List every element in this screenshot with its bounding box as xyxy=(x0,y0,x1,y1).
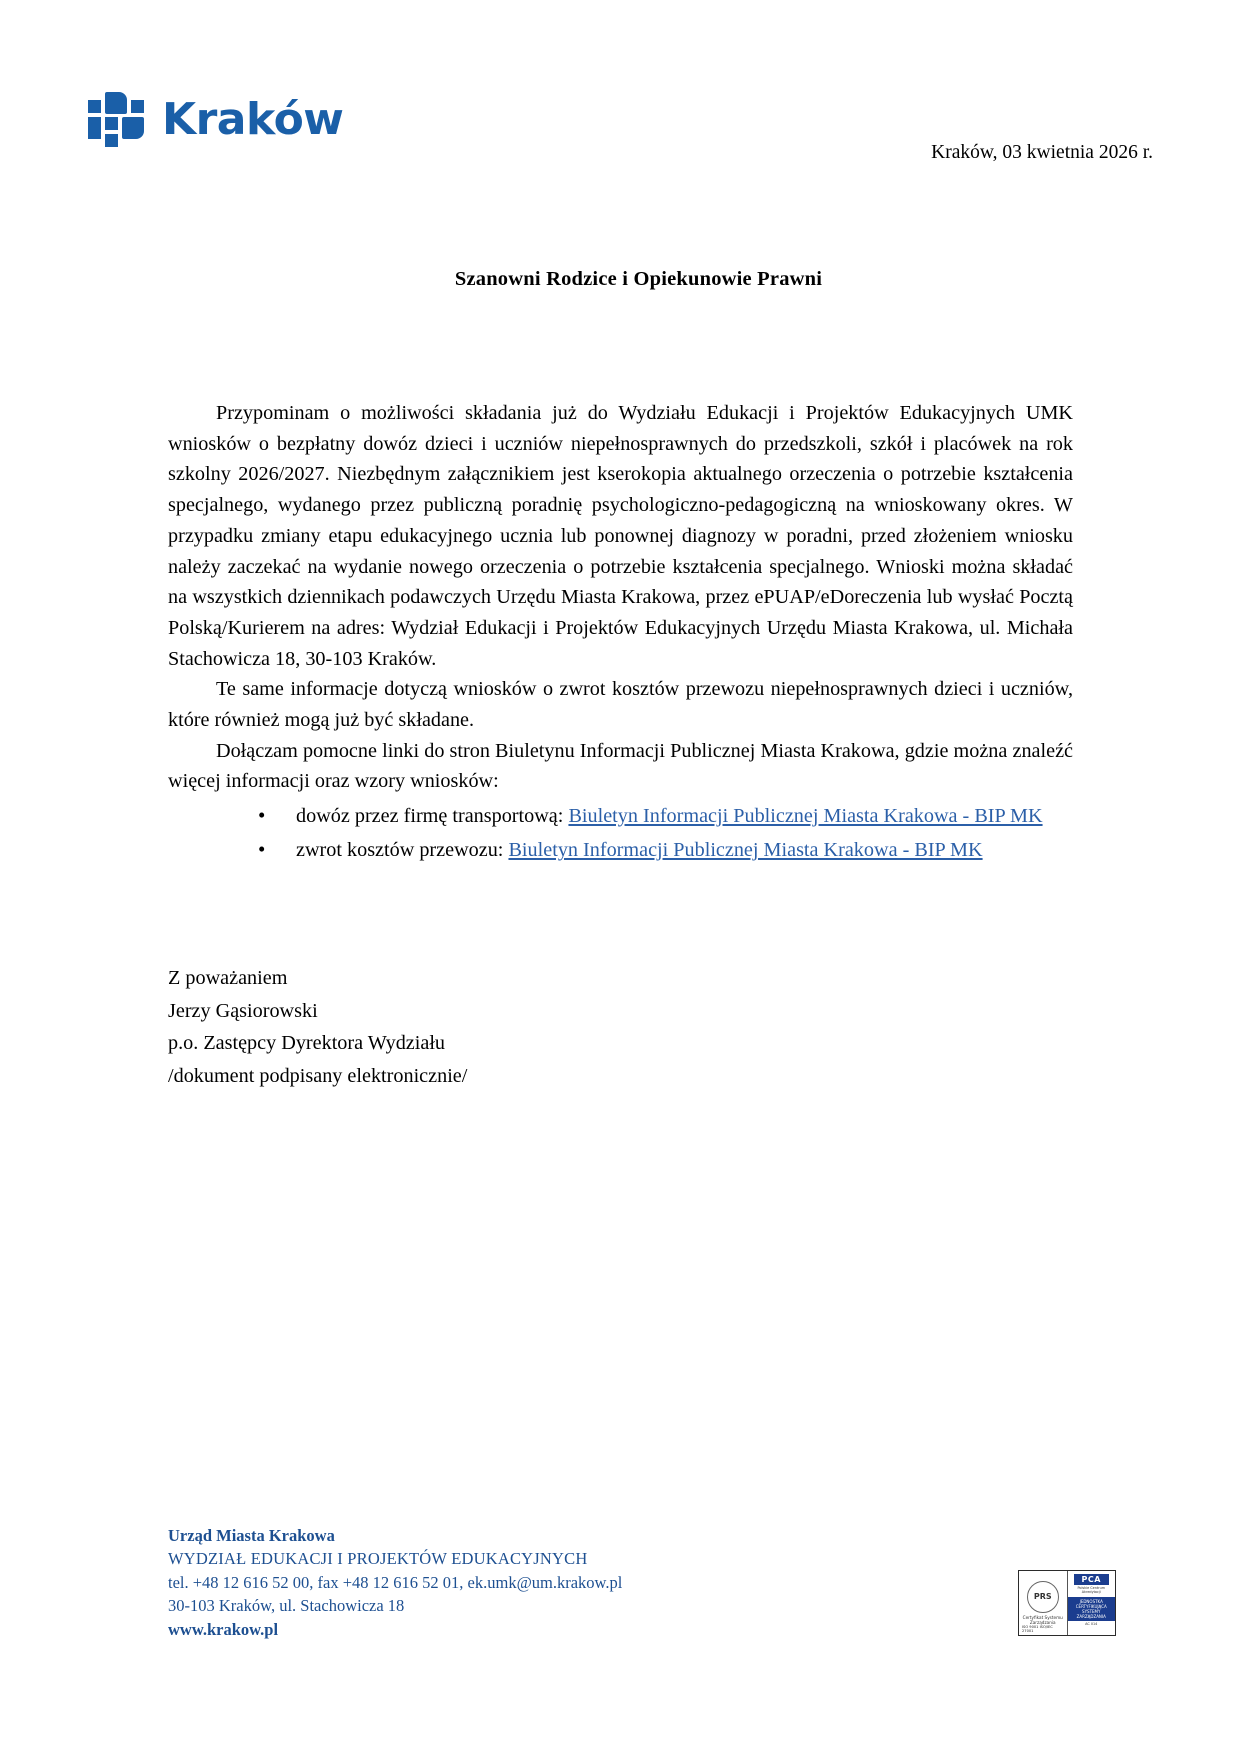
certificate-iso-codes xyxy=(1019,1625,1067,1633)
list-item xyxy=(168,801,1073,831)
iso-left-code: ISO 9001 ISO/IEC 27001 xyxy=(1022,1625,1053,1633)
pca-blue-label: JEDNOSTKA CERTYFIKUJĄCA SYSTEMY ZARZĄDZANIA xyxy=(1068,1597,1116,1621)
list-item xyxy=(168,835,1073,865)
certificate-seal xyxy=(1019,1571,1068,1635)
footer-website: www.krakow.pl xyxy=(168,1619,279,1639)
paragraph-3: Dołączam pomocne linki do stron Biuletynu Informacji Publicznej Miasta Krakowa, gdzie można znaleźć więcej informacji oraz wzory wniosków: xyxy=(168,739,1073,793)
signature-position: p.o. Zastępcy Dyrektora Wydziału xyxy=(168,1032,446,1055)
footer-department: WYDZIAŁ EDUKACJI I PROJEKTÓW EDUKACYJNYCH xyxy=(168,1549,588,1569)
links-list xyxy=(168,801,1073,866)
krakow-city-logo-icon xyxy=(88,92,144,148)
link-prefix-2: zwrot kosztów przewozu: xyxy=(296,839,509,862)
footer-address: 30-103 Kraków, ul. Stachowicza 18 xyxy=(168,1596,405,1616)
prs-seal-icon: PRS xyxy=(1027,1581,1059,1613)
certificate-pca xyxy=(1068,1571,1116,1635)
certificate-badge xyxy=(1018,1570,1116,1636)
signature-note: /dokument podpisany elektronicznie/ xyxy=(168,1065,468,1088)
link-prefix-1: dowóz przez firmę transportową: xyxy=(296,805,569,828)
salutation: Szanowni Rodzice i Opiekunowie Prawni xyxy=(454,268,823,290)
paragraph-2: Te same informacje dotyczą wniosków o zwrot kosztów przewozu niepełnosprawnych dzieci i uczniów, które również mogą już być składane. xyxy=(168,678,1073,732)
footer-contact: tel. +48 12 616 52 00, fax +48 12 616 52 01, ek.umk@um.krakow.pl xyxy=(168,1572,623,1592)
signature-name: Jerzy Gąsiorowski xyxy=(168,999,318,1022)
pca-label: PCA xyxy=(1074,1574,1109,1585)
footer-office: Urząd Miasta Krakowa xyxy=(168,1526,335,1545)
signature-closing: Z poważaniem xyxy=(168,967,288,989)
bip-link-transport[interactable]: Biuletyn Informacji Publicznej Miasta Krakowa - BIP MK xyxy=(568,805,1043,828)
bip-link-reimbursement[interactable]: Biuletyn Informacji Publicznej Miasta Krakowa - BIP MK xyxy=(508,839,983,862)
signature-block xyxy=(168,962,467,1093)
document-header xyxy=(88,92,1153,172)
logo-text: Kraków xyxy=(162,94,344,145)
document-body xyxy=(168,398,1073,870)
document-date: Kraków, 03 kwietnia 2026 r. xyxy=(931,142,1153,163)
pca-subtitle: Polskie Centrum Akredytacji xyxy=(1077,1586,1106,1595)
iso-right-code: AC 014 xyxy=(1085,1621,1098,1626)
paragraph-1: Przypominam o możliwości składania już do Wydziału Edukacji i Projektów Edukacyjnych UMK wniosków o bezpłatny dowóz dzieci i uczniów niepełnosprawnych do przedszkoli, szkół i placówek na rok szkolny 2026/2027. Niezbędnym załącznikiem jest kserokopia aktualnego orzeczenia o potrzebie kształcenia specjalnego, wydanego przez publiczną poradnię psychologiczno-pedagogiczną na wnioskowany okres. W przypadku zmiany etapu edukacyjnego ucznia lub ponownej diagnozy w poradni, przed złożeniem wniosku należy zaczekać na wydanie nowego orzeczenia o potrzebie kształcenia specjalnego. Wnioski można składać na wszystkich dziennikach podawczych Urzędu Miasta Krakowa, przez ePUAP/eDoreczenia lub wysłać Pocztą Polską/Kurierem na adres: Wydział Edukacji i Projektów Edukacyjnych Urzędu Miasta Krakowa, ul. Michała Stachowicza 18, 30-103 Kraków. xyxy=(168,402,1073,670)
certificate-seal-caption: Certyfikat Systemu Zarządzania xyxy=(1022,1614,1063,1625)
krakow-logo xyxy=(88,92,343,148)
document-footer xyxy=(168,1524,622,1641)
